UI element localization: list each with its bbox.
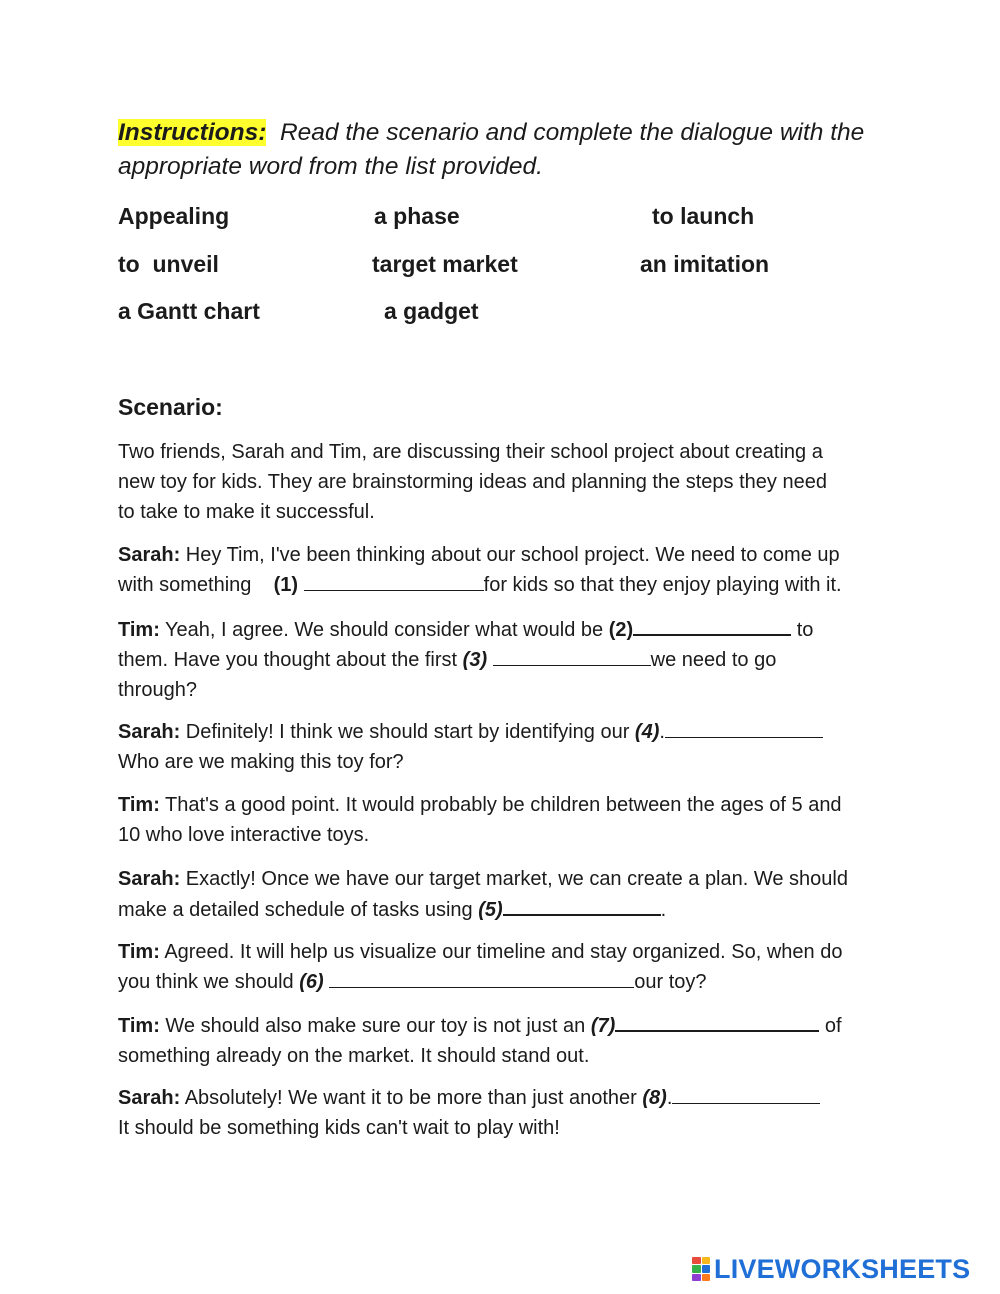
dialogue-text: Who are we making this toy for? [118,751,404,773]
instructions [118,116,918,184]
dialogue-tim-1 [118,614,898,705]
dialogue-text: Hey Tim, I've been thinking about our school project. We need to come up [180,544,840,566]
dialogue-text: make a detailed schedule of tasks using [118,899,479,921]
dialogue-text: you think we should [118,971,300,993]
blank-number-4: (4) [634,721,660,743]
dialogue-text: with something [118,574,274,596]
blank-number-5: (5) [478,899,503,921]
speaker-label: Tim: [118,794,160,816]
dialogue-text: Absolutely! We want it to be more than just another [180,1087,643,1109]
speaker-label: Sarah: [118,544,181,566]
blank-number-7: (7) [590,1015,616,1037]
answer-blank-7[interactable] [615,1010,819,1032]
scenario-intro-line: Two friends, Sarah and Tim, are discussing their school project about creating a [118,441,823,463]
dialogue-tim-3 [118,937,898,997]
answer-blank-6[interactable] [329,967,634,988]
dialogue-tim-4 [118,1010,898,1071]
dialogue-text: Exactly! Once we have our target market, we can create a plan. We should [180,868,848,890]
answer-blank-1[interactable] [304,570,484,591]
dialogue-sarah-4 [118,1083,898,1143]
dialogue-text: for kids so that they enjoy playing with it. [483,574,842,596]
instructions-text-1: Read the scenario and complete the dialogue with the [266,119,865,146]
blank-number-2: (2) [608,619,634,641]
logo-cell [692,1257,701,1264]
speaker-label: Tim: [118,619,160,641]
blank-number-1: (1) [273,574,299,596]
dialogue-text: . [660,899,667,921]
logo-cell [692,1274,701,1281]
speaker-label: Sarah: [118,868,181,890]
instructions-label: Instructions: [118,119,267,146]
scenario-intro-line: to take to make it successful. [118,501,375,523]
scenario-heading: Scenario: [118,394,223,420]
dialogue-text: them. Have you thought about the first [118,649,463,671]
logo-grid-icon [692,1257,710,1281]
speaker-label: Sarah: [118,1087,181,1109]
word-bank-item: to unveil [118,251,219,277]
word-bank-item: a gadget [384,298,479,324]
word-bank-item: an imitation [640,251,770,277]
answer-blank-3[interactable] [493,645,651,666]
dialogue-text: We should also make sure our toy is not just an [159,1015,591,1037]
dialogue-text: we need to go [650,649,777,671]
dialogue-text: our toy? [634,971,707,993]
logo-cell [702,1274,711,1281]
answer-blank-5[interactable] [503,894,661,916]
dialogue-text: . [659,721,665,743]
instructions-text-2: appropriate word from the list provided. [118,153,543,180]
dialogue-text: That's a good point. It would probably be children between the ages of 5 and [159,794,842,816]
logo-text: LIVEWORKSHEETS [714,1253,971,1284]
speaker-label: Tim: [118,941,160,963]
speaker-label: Tim: [118,1015,160,1037]
logo-cell [692,1265,701,1272]
dialogue-text: It should be something kids can't wait to play with! [118,1117,560,1139]
scenario-intro-line: new toy for kids. They are brainstorming ideas and planning the steps they need [118,471,827,493]
dialogue-sarah-2 [118,717,898,777]
dialogue-text: Definitely! I think we should start by identifying our [180,721,635,743]
blank-number-3: (3) [462,649,488,671]
word-bank-item: a Gantt chart [118,298,260,324]
dialogue-text: . [666,1087,673,1109]
answer-blank-8[interactable] [672,1083,820,1104]
dialogue-text: through? [118,679,197,701]
logo-cell [702,1257,711,1264]
dialogue-tim-2 [118,790,898,850]
dialogue-text: something already on the market. It should stand out. [118,1045,590,1067]
blank-number-6: (6) [299,971,324,993]
word-bank-item: to launch [652,203,755,229]
scenario-intro [118,437,898,527]
word-bank-item: a phase [374,203,460,229]
logo-cell [702,1265,711,1272]
word-bank-item: target market [372,251,518,277]
speaker-label: Sarah: [118,721,181,743]
blank-number-8: (8) [642,1087,667,1109]
liveworksheets-logo [692,1254,970,1284]
answer-blank-4[interactable] [665,717,823,738]
dialogue-sarah-1 [118,540,898,600]
dialogue-text: to [791,619,814,641]
dialogue-text: 10 who love interactive toys. [118,824,370,846]
dialogue-text: Agreed. It will help us visualize our timeline and stay organized. So, when do [159,941,843,963]
word-bank-item: Appealing [118,203,230,229]
answer-blank-2[interactable] [633,614,791,636]
dialogue-text: Yeah, I agree. We should consider what would be [159,619,609,641]
dialogue-sarah-3 [118,864,898,925]
dialogue-text: of [819,1015,842,1037]
